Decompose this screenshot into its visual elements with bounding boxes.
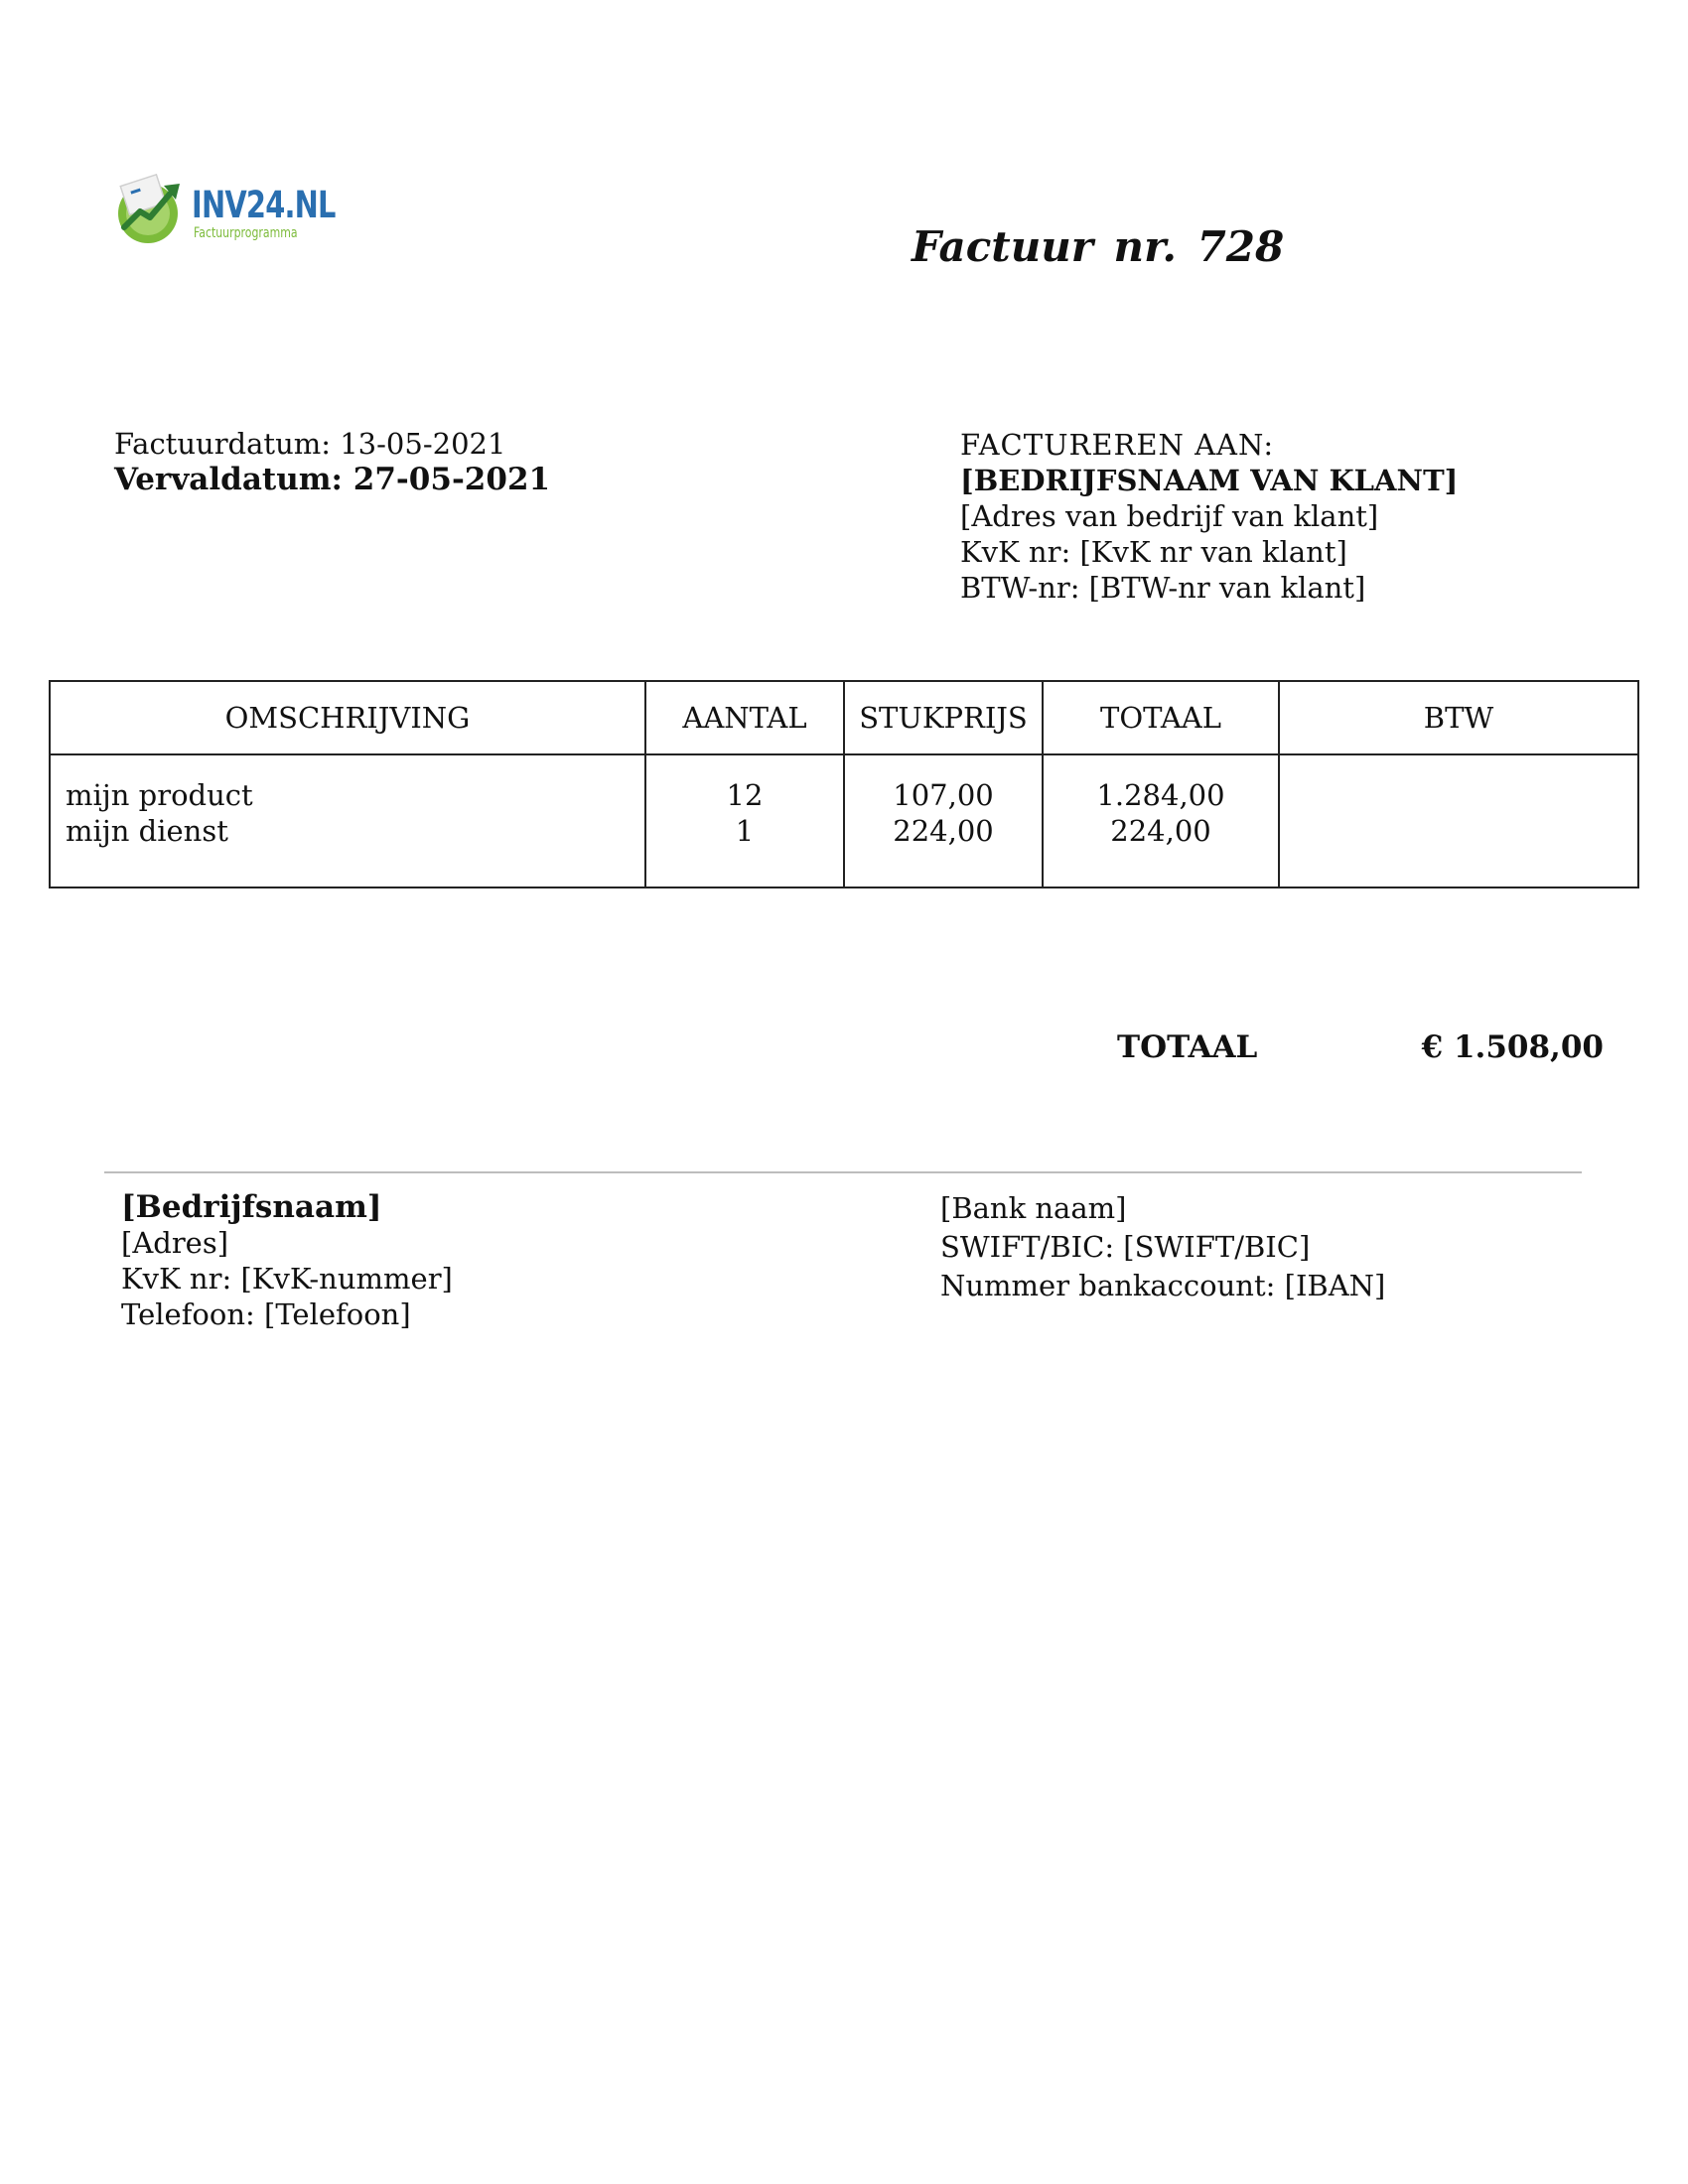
header-quantity: AANTAL <box>645 681 844 754</box>
footer-iban: Nummer bankaccount: [IBAN] <box>940 1269 1386 1302</box>
item-quantity: 12 <box>726 778 764 812</box>
item-description: mijn product <box>66 778 253 812</box>
client-btw: BTW-nr: [BTW-nr van klant] <box>960 571 1366 605</box>
logo-name: INV24.NL <box>192 184 336 226</box>
grand-total-label: TOTAAL <box>1117 1029 1258 1065</box>
client-kvk: KvK nr: [KvK nr van klant] <box>960 535 1347 569</box>
invoice-items-table <box>49 680 1639 888</box>
footer-company-block <box>121 1189 453 1332</box>
logo-mark-icon <box>114 174 186 245</box>
footer-bank-name: [Bank naam] <box>940 1191 1127 1225</box>
table-body-row <box>50 754 1638 887</box>
header-vat: BTW <box>1279 681 1638 754</box>
quantity-cell <box>645 754 844 887</box>
invoice-date: Factuurdatum: 13-05-2021 <box>114 427 506 461</box>
bill-to-block <box>960 427 1458 606</box>
total-cell <box>1043 754 1279 887</box>
item-quantity: 1 <box>735 814 755 848</box>
item-description: mijn dienst <box>66 814 228 848</box>
header-total: TOTAAL <box>1043 681 1279 754</box>
footer-swift: SWIFT/BIC: [SWIFT/BIC] <box>940 1230 1311 1264</box>
header-description: OMSCHRIJVING <box>50 681 645 754</box>
item-total: 224,00 <box>1110 814 1211 848</box>
logo-tagline: Factuurprogramma <box>194 225 298 241</box>
footer-address: [Adres] <box>121 1226 229 1260</box>
item-unit-price: 224,00 <box>893 814 994 848</box>
item-total: 1.284,00 <box>1096 778 1225 812</box>
description-cell <box>50 754 645 887</box>
table-header-row <box>50 681 1638 754</box>
footer-phone: Telefoon: [Telefoon] <box>121 1297 411 1331</box>
company-logo <box>114 174 336 248</box>
footer-bank-block <box>940 1189 1385 1305</box>
vat-cell <box>1279 754 1638 887</box>
grand-total-value: € 1.508,00 <box>1421 1029 1604 1065</box>
bill-to-heading: FACTUREREN AAN: <box>960 428 1275 462</box>
due-date: Vervaldatum: 27-05-2021 <box>114 462 551 497</box>
item-unit-price: 107,00 <box>893 778 994 812</box>
client-address: [Adres van bedrijf van klant] <box>960 499 1379 533</box>
header-unit-price: STUKPRIJS <box>844 681 1043 754</box>
footer-company-name: [Bedrijfsnaam] <box>121 1189 382 1225</box>
footer-kvk: KvK nr: [KvK-nummer] <box>121 1262 453 1296</box>
unit-price-cell <box>844 754 1043 887</box>
client-name: [BEDRIJFSNAAM VAN KLANT] <box>960 464 1459 497</box>
invoice-title: Factuur nr. 728 <box>912 222 1285 271</box>
footer-divider <box>104 1171 1582 1173</box>
